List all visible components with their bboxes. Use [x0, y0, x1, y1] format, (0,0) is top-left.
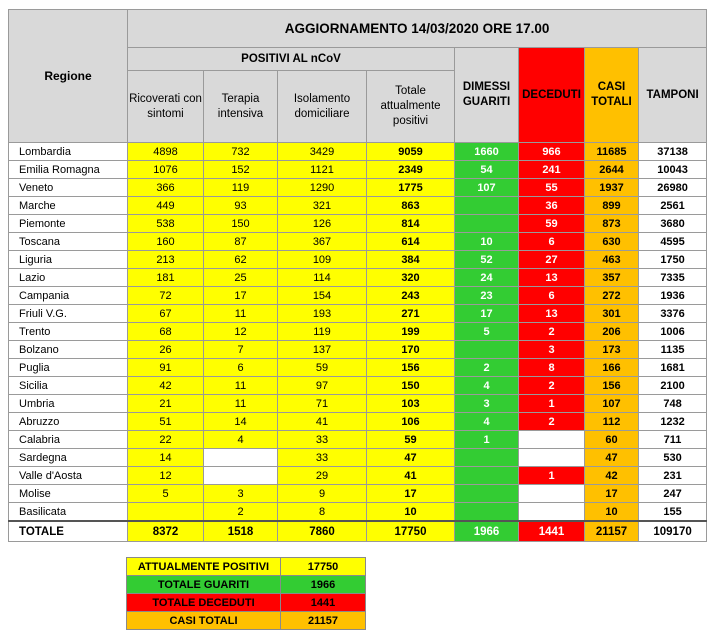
ricoverati-cell: 21	[128, 395, 204, 413]
isolamento-cell: 33	[278, 431, 367, 449]
isolamento-cell: 114	[278, 269, 367, 287]
deceduti-cell: 13	[519, 269, 585, 287]
tamponi-cell: 3680	[639, 215, 707, 233]
dimessi-cell: 5	[455, 323, 519, 341]
ricoverati-cell: 72	[128, 287, 204, 305]
terapia-cell: 11	[204, 305, 278, 323]
deceduti-cell: 2	[519, 323, 585, 341]
tamponi-cell: 10043	[639, 161, 707, 179]
isolamento-cell: 154	[278, 287, 367, 305]
totale-positivi-cell: 1775	[367, 179, 455, 197]
totale-positivi-cell: 320	[367, 269, 455, 287]
totale-positivi-cell: 150	[367, 377, 455, 395]
positivi-group-header: POSITIVI AL nCoV	[128, 48, 455, 71]
totale-positivi-cell: 384	[367, 251, 455, 269]
terapia-cell: 12	[204, 323, 278, 341]
tamponi-cell: 1006	[639, 323, 707, 341]
table-row	[9, 269, 707, 287]
tamponi-cell: 231	[639, 467, 707, 485]
totale-positivi-cell: 106	[367, 413, 455, 431]
total-casi-cell: 21157	[585, 521, 639, 542]
deceduti-cell	[519, 485, 585, 503]
terapia-cell: 4	[204, 431, 278, 449]
ricoverati-cell: 449	[128, 197, 204, 215]
total-dec-cell: 1441	[519, 521, 585, 542]
dimessi-cell	[455, 215, 519, 233]
dimessi-cell: 24	[455, 269, 519, 287]
table-row	[9, 503, 707, 522]
deceduti-cell: 36	[519, 197, 585, 215]
casi-totali-cell: 173	[585, 341, 639, 359]
deceduti-cell: 59	[519, 215, 585, 233]
terapia-cell: 11	[204, 377, 278, 395]
legend-label: ATTUALMENTE POSITIVI	[127, 558, 281, 576]
casi-totali-cell: 17	[585, 485, 639, 503]
dimessi-cell	[455, 449, 519, 467]
totale-positivi-cell: 271	[367, 305, 455, 323]
regione-header: Regione	[9, 10, 128, 143]
dimessi-cell	[455, 341, 519, 359]
legend-value: 21157	[281, 612, 366, 630]
table-row	[9, 341, 707, 359]
region-name: Sicilia	[9, 377, 128, 395]
isolamento-header: Isolamento domiciliare	[278, 71, 367, 143]
isolamento-cell: 29	[278, 467, 367, 485]
ricoverati-cell: 91	[128, 359, 204, 377]
casi-totali-cell: 2644	[585, 161, 639, 179]
totals-label: TOTALE	[9, 521, 128, 542]
legend-label: TOTALE DECEDUTI	[127, 594, 281, 612]
legend-row	[127, 594, 366, 612]
casi-totali-cell: 47	[585, 449, 639, 467]
deceduti-cell	[519, 431, 585, 449]
terapia-cell	[204, 467, 278, 485]
table-row	[9, 431, 707, 449]
table-row	[9, 143, 707, 161]
casi-totali-cell: 357	[585, 269, 639, 287]
dimessi-cell: 4	[455, 377, 519, 395]
totale-positivi-cell: 10	[367, 503, 455, 522]
terapia-cell: 152	[204, 161, 278, 179]
region-name: Valle d'Aosta	[9, 467, 128, 485]
ricoverati-header: Ricoverati con sintomi	[128, 71, 204, 143]
region-name: Trento	[9, 323, 128, 341]
total-ric-cell: 8372	[128, 521, 204, 542]
casi-totali-cell: 630	[585, 233, 639, 251]
casi-totali-cell: 272	[585, 287, 639, 305]
terapia-cell: 732	[204, 143, 278, 161]
deceduti-cell: 8	[519, 359, 585, 377]
covid-bulletin-table	[8, 9, 707, 542]
casi-totali-cell: 11685	[585, 143, 639, 161]
region-name: Puglia	[9, 359, 128, 377]
tamponi-cell: 2100	[639, 377, 707, 395]
deceduti-cell: 55	[519, 179, 585, 197]
terapia-cell: 7	[204, 341, 278, 359]
table-row	[9, 179, 707, 197]
casi-totali-cell: 112	[585, 413, 639, 431]
isolamento-cell: 119	[278, 323, 367, 341]
isolamento-cell: 137	[278, 341, 367, 359]
dimessi-header: DIMESSI GUARITI	[455, 48, 519, 143]
casi-totali-cell: 463	[585, 251, 639, 269]
deceduti-cell: 966	[519, 143, 585, 161]
total-tot-cell: 17750	[367, 521, 455, 542]
casi-totali-cell: 206	[585, 323, 639, 341]
tamponi-cell: 4595	[639, 233, 707, 251]
dimessi-cell: 1660	[455, 143, 519, 161]
casi-totali-cell: 899	[585, 197, 639, 215]
tamponi-cell: 1135	[639, 341, 707, 359]
region-name: Liguria	[9, 251, 128, 269]
region-name: Campania	[9, 287, 128, 305]
tamponi-cell: 2561	[639, 197, 707, 215]
tamponi-cell: 1681	[639, 359, 707, 377]
dimessi-cell: 2	[455, 359, 519, 377]
table-row	[9, 449, 707, 467]
ricoverati-cell: 160	[128, 233, 204, 251]
tamponi-cell: 247	[639, 485, 707, 503]
totale-positivi-cell: 614	[367, 233, 455, 251]
total-ter-cell: 1518	[204, 521, 278, 542]
terapia-cell: 11	[204, 395, 278, 413]
terapia-cell	[204, 449, 278, 467]
tamponi-cell: 37138	[639, 143, 707, 161]
totale-positivi-cell: 103	[367, 395, 455, 413]
ricoverati-cell: 68	[128, 323, 204, 341]
casi-totali-cell: 107	[585, 395, 639, 413]
deceduti-cell: 3	[519, 341, 585, 359]
tamponi-cell: 1232	[639, 413, 707, 431]
terapia-cell: 62	[204, 251, 278, 269]
isolamento-cell: 97	[278, 377, 367, 395]
table-row	[9, 305, 707, 323]
terapia-cell: 6	[204, 359, 278, 377]
dimessi-cell: 4	[455, 413, 519, 431]
tamponi-cell: 3376	[639, 305, 707, 323]
region-name: Bolzano	[9, 341, 128, 359]
terapia-cell: 150	[204, 215, 278, 233]
isolamento-cell: 71	[278, 395, 367, 413]
casi-totali-cell: 10	[585, 503, 639, 522]
deceduti-cell: 2	[519, 377, 585, 395]
casi-totali-cell: 1937	[585, 179, 639, 197]
dimessi-cell	[455, 197, 519, 215]
region-name: Piemonte	[9, 215, 128, 233]
legend-row	[127, 576, 366, 594]
region-name: Emilia Romagna	[9, 161, 128, 179]
ricoverati-cell: 5	[128, 485, 204, 503]
totale-positivi-header: Totale attualmente positivi	[367, 71, 455, 143]
isolamento-cell: 1290	[278, 179, 367, 197]
table-row	[9, 395, 707, 413]
tamponi-cell: 530	[639, 449, 707, 467]
totale-positivi-cell: 9059	[367, 143, 455, 161]
tamponi-cell: 1936	[639, 287, 707, 305]
region-name: Basilicata	[9, 503, 128, 522]
region-name: Lazio	[9, 269, 128, 287]
legend-label: CASI TOTALI	[127, 612, 281, 630]
isolamento-cell: 9	[278, 485, 367, 503]
region-name: Marche	[9, 197, 128, 215]
region-name: Abruzzo	[9, 413, 128, 431]
ricoverati-cell: 538	[128, 215, 204, 233]
dimessi-cell: 10	[455, 233, 519, 251]
dimessi-cell: 1	[455, 431, 519, 449]
ricoverati-cell: 22	[128, 431, 204, 449]
dimessi-cell	[455, 485, 519, 503]
deceduti-cell: 6	[519, 287, 585, 305]
totale-positivi-cell: 2349	[367, 161, 455, 179]
ricoverati-cell: 366	[128, 179, 204, 197]
totale-positivi-cell: 47	[367, 449, 455, 467]
isolamento-cell: 8	[278, 503, 367, 522]
terapia-header: Terapia intensiva	[204, 71, 278, 143]
region-name: Friuli V.G.	[9, 305, 128, 323]
isolamento-cell: 3429	[278, 143, 367, 161]
table-row	[9, 377, 707, 395]
totale-positivi-cell: 41	[367, 467, 455, 485]
dimessi-cell: 3	[455, 395, 519, 413]
deceduti-cell: 6	[519, 233, 585, 251]
table-row	[9, 161, 707, 179]
casi-totali-cell: 873	[585, 215, 639, 233]
ricoverati-cell: 4898	[128, 143, 204, 161]
terapia-cell: 87	[204, 233, 278, 251]
totale-positivi-cell: 199	[367, 323, 455, 341]
isolamento-cell: 33	[278, 449, 367, 467]
totale-positivi-cell: 156	[367, 359, 455, 377]
region-name: Molise	[9, 485, 128, 503]
casi-totali-cell: 301	[585, 305, 639, 323]
casi-totali-cell: 42	[585, 467, 639, 485]
isolamento-cell: 59	[278, 359, 367, 377]
totale-positivi-cell: 863	[367, 197, 455, 215]
totale-positivi-cell: 170	[367, 341, 455, 359]
ricoverati-cell: 213	[128, 251, 204, 269]
region-name: Umbria	[9, 395, 128, 413]
table-row	[9, 413, 707, 431]
deceduti-cell: 13	[519, 305, 585, 323]
dimessi-cell: 23	[455, 287, 519, 305]
dimessi-cell	[455, 467, 519, 485]
deceduti-cell: 2	[519, 413, 585, 431]
table-row	[9, 485, 707, 503]
legend-row	[127, 558, 366, 576]
terapia-cell: 2	[204, 503, 278, 522]
deceduti-cell: 1	[519, 395, 585, 413]
dimessi-cell	[455, 503, 519, 522]
isolamento-cell: 41	[278, 413, 367, 431]
total-tam-cell: 109170	[639, 521, 707, 542]
ricoverati-cell: 51	[128, 413, 204, 431]
terapia-cell: 14	[204, 413, 278, 431]
tamponi-header: TAMPONI	[639, 48, 707, 143]
terapia-cell: 25	[204, 269, 278, 287]
casi-totali-cell: 60	[585, 431, 639, 449]
ricoverati-cell: 67	[128, 305, 204, 323]
terapia-cell: 93	[204, 197, 278, 215]
legend-value: 1441	[281, 594, 366, 612]
casi-totali-cell: 156	[585, 377, 639, 395]
tamponi-cell: 1750	[639, 251, 707, 269]
table-row	[9, 251, 707, 269]
update-title: AGGIORNAMENTO 14/03/2020 ORE 17.00	[128, 10, 707, 48]
totale-positivi-cell: 814	[367, 215, 455, 233]
legend-row	[127, 612, 366, 630]
ricoverati-cell: 181	[128, 269, 204, 287]
tamponi-cell: 155	[639, 503, 707, 522]
region-name: Sardegna	[9, 449, 128, 467]
isolamento-cell: 109	[278, 251, 367, 269]
dimessi-cell: 107	[455, 179, 519, 197]
isolamento-cell: 367	[278, 233, 367, 251]
total-dim-cell: 1966	[455, 521, 519, 542]
region-name: Calabria	[9, 431, 128, 449]
totale-positivi-cell: 243	[367, 287, 455, 305]
ricoverati-cell: 1076	[128, 161, 204, 179]
deceduti-cell: 241	[519, 161, 585, 179]
dimessi-cell: 54	[455, 161, 519, 179]
table-row	[9, 467, 707, 485]
legend-value: 1966	[281, 576, 366, 594]
casi-totali-header: CASI TOTALI	[585, 48, 639, 143]
region-name: Toscana	[9, 233, 128, 251]
tamponi-cell: 748	[639, 395, 707, 413]
region-name: Veneto	[9, 179, 128, 197]
isolamento-cell: 321	[278, 197, 367, 215]
summary-legend	[126, 557, 366, 630]
totale-positivi-cell: 17	[367, 485, 455, 503]
ricoverati-cell: 26	[128, 341, 204, 359]
ricoverati-cell	[128, 503, 204, 522]
totals-row	[9, 521, 707, 542]
totale-positivi-cell: 59	[367, 431, 455, 449]
table-row	[9, 323, 707, 341]
isolamento-cell: 1121	[278, 161, 367, 179]
deceduti-header: DECEDUTI	[519, 48, 585, 143]
table-row	[9, 287, 707, 305]
ricoverati-cell: 12	[128, 467, 204, 485]
legend-value: 17750	[281, 558, 366, 576]
isolamento-cell: 126	[278, 215, 367, 233]
ricoverati-cell: 14	[128, 449, 204, 467]
region-name: Lombardia	[9, 143, 128, 161]
table-row	[9, 359, 707, 377]
legend-label: TOTALE GUARITI	[127, 576, 281, 594]
terapia-cell: 3	[204, 485, 278, 503]
ricoverati-cell: 42	[128, 377, 204, 395]
table-row	[9, 233, 707, 251]
deceduti-cell: 27	[519, 251, 585, 269]
table-row	[9, 215, 707, 233]
deceduti-cell	[519, 449, 585, 467]
dimessi-cell: 17	[455, 305, 519, 323]
tamponi-cell: 711	[639, 431, 707, 449]
table-row	[9, 197, 707, 215]
total-iso-cell: 7860	[278, 521, 367, 542]
tamponi-cell: 7335	[639, 269, 707, 287]
terapia-cell: 119	[204, 179, 278, 197]
terapia-cell: 17	[204, 287, 278, 305]
dimessi-cell: 52	[455, 251, 519, 269]
casi-totali-cell: 166	[585, 359, 639, 377]
deceduti-cell: 1	[519, 467, 585, 485]
deceduti-cell	[519, 503, 585, 522]
isolamento-cell: 193	[278, 305, 367, 323]
tamponi-cell: 26980	[639, 179, 707, 197]
